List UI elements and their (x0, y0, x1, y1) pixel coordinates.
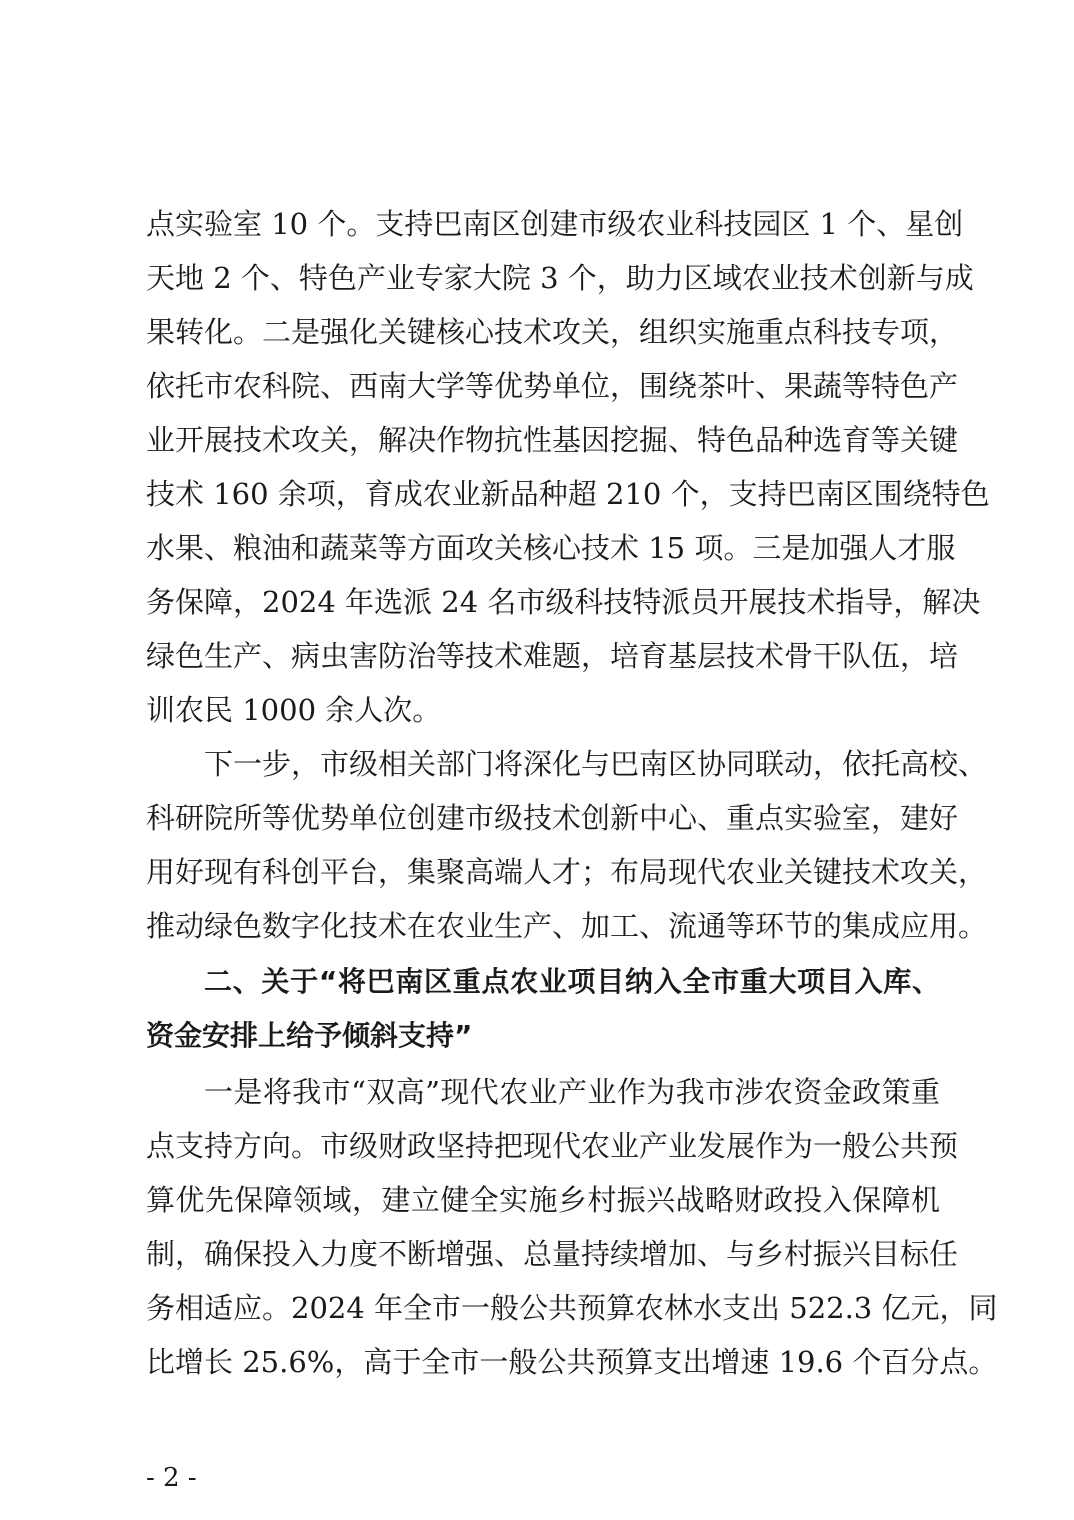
text-line: 点支持方向。市级财政坚持把现代农业产业发展作为一般公共预 (146, 1129, 959, 1163)
section-heading: 二、关于“将巴南区重点农业项目纳入全市重大项目入库、 (204, 965, 940, 998)
text-line: 下一步，市级相关部门将深化与巴南区协同联动，依托高校、 (204, 747, 988, 781)
text-line: 务保障，2024 年选派 24 名市级科技特派员开展技术指导，解决 (146, 585, 981, 619)
section-heading: 资金安排上给予倾斜支持” (146, 1019, 473, 1052)
text-line: 天地 2 个、特色产业专家大院 3 个，助力区域农业技术创新与成 (146, 261, 974, 295)
text-line: 推动绿色数字化技术在农业生产、加工、流通等环节的集成应用。 (146, 909, 988, 943)
text-line: 科研院所等优势单位创建市级技术创新中心、重点实验室，建好 (146, 801, 959, 835)
text-line: 比增长 25.6%，高于全市一般公共预算支出增速 19.6 个百分点。 (146, 1345, 998, 1379)
text-line: 技术 160 余项，育成农业新品种超 210 个，支持巴南区围绕特色 (146, 477, 990, 511)
text-line: 绿色生产、病虫害防治等技术难题，培育基层技术骨干队伍，培 (146, 639, 959, 673)
text-line: 训农民 1000 余人次。 (146, 693, 442, 727)
text-line: 点实验室 10 个。支持巴南区创建市级农业科技园区 1 个、星创 (146, 207, 964, 241)
text-line: 果转化。二是强化关键核心技术攻关，组织实施重点科技专项， (146, 315, 959, 349)
text-line: 制，确保投入力度不断增强、总量持续增加、与乡村振兴目标任 (146, 1237, 959, 1271)
text-line: 用好现有科创平台，集聚高端人才；布局现代农业关键技术攻关， (146, 855, 988, 889)
text-line: 水果、粮油和蔬菜等方面攻关核心技术 15 项。三是加强人才服 (146, 531, 956, 565)
text-line: 依托市农科院、西南大学等优势单位，围绕茶叶、果蔬等特色产 (146, 369, 959, 403)
text-line: 务相适应。2024 年全市一般公共预算农林水支出 522.3 亿元，同 (146, 1291, 998, 1325)
page-number: - 2 - (146, 1463, 197, 1493)
text-line: 算优先保障领域，建立健全实施乡村振兴战略财政投入保障机 (146, 1183, 940, 1217)
text-line: 业开展技术攻关，解决作物抗性基因挖掘、特色品种选育等关键 (146, 423, 959, 457)
text-line: 一是将我市“双高”现代农业产业作为我市涉农资金政策重 (204, 1075, 940, 1109)
